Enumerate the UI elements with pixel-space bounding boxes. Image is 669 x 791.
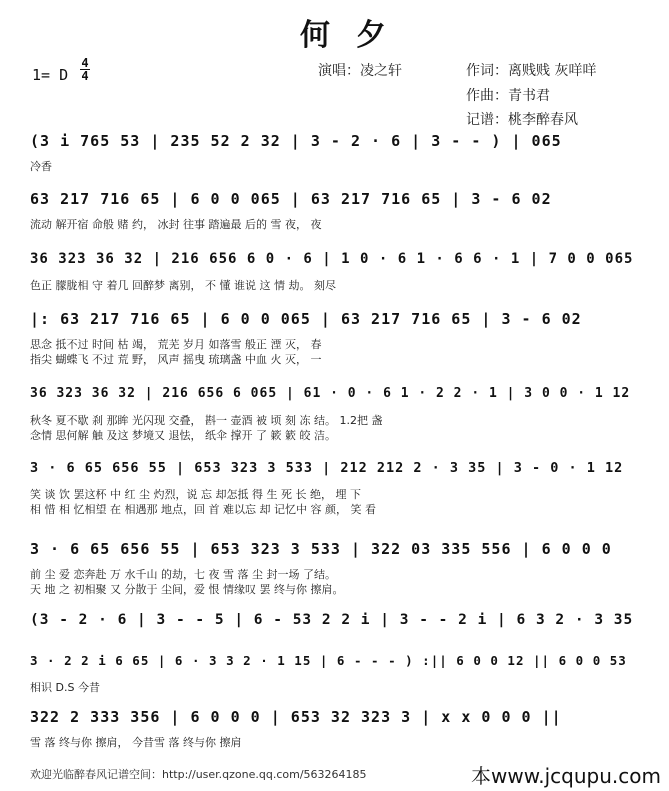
song-title: 何夕 — [300, 18, 412, 53]
transcriber-credit: 记谱：桃李醉春风 — [466, 112, 578, 128]
notation-line: 3 · 6 65 656 55 | 653 323 3 533 | 322 03 335 556 | 6 0 0 0 — [30, 540, 612, 558]
lyric-line-1: 流动 解开宿 命般 赌 约， 冰封 往事 踏遍最 后的 雪 夜， 夜 — [30, 218, 322, 231]
key-signature: 1= D — [32, 66, 69, 84]
lyricist-credit: 作词：离贱贱 灰咩咩 — [466, 63, 597, 79]
singer-credit: 演唱：凌之轩 — [318, 63, 402, 79]
lyric-line-1: 秋冬 夏不歇 刹 那眸 光闪现 交叠， 斟一 壶酒 被 顷 刻 冻 结。 1.2把 盏 — [30, 414, 383, 427]
notation-line: 3 · 6 65 656 55 | 653 323 3 533 | 212 212 2 · 3 35 | 3 - 0 · 1 12 — [30, 460, 624, 476]
meter-bottom: 4 — [81, 69, 89, 83]
lyric-line-1: 笑 谈 饮 罢这杯 中 红 尘 灼烈，说 忘 却怎抵 得 生 死 长 绝， 埋 下 — [30, 488, 361, 501]
notation-line: (3 - 2 · 6 | 3 - - 5 | 6 - 53 2 2 i | 3 - - 2 i | 6 3 2 · 3 35 — [30, 612, 634, 628]
notation-line: 3 · 2 2 i 6 65 | 6 · 3 3 2 · 1 15 | 6 - - - ) :|| 6 0 0 12 || 6 0 0 53 — [30, 653, 627, 668]
lyric-line-1: 思念 抵不过 时间 枯 竭， 荒芜 岁月 如落雪 般正 湮 灭， 春 — [30, 338, 322, 351]
notation-line: 36 323 36 32 | 216 656 6 0 · 6 | 1 0 · 6 1 · 6 6 · 1 | 7 0 0 065 — [30, 251, 634, 267]
lyric-line-1: 相识 D.S 今昔 — [30, 681, 100, 694]
site-watermark: 本www.jcqupu.com — [471, 764, 661, 788]
lyric-line-1: 冷香 — [30, 160, 52, 173]
time-signature — [80, 57, 90, 82]
lyric-line-2: 指尖 蝴蝶飞 不过 荒 野， 风声 摇曳 琉璃盏 中血 火 灭， 一 — [30, 353, 322, 366]
footer-text: 欢迎光临醉春风记谱空间：http://user.qzone.qq.com/563264185 — [30, 768, 367, 781]
notation-line: 322 2 333 356 | 6 0 0 0 | 653 32 323 3 | x x 0 0 0 || — [30, 708, 562, 726]
lyric-line-1: 色正 朦胧相 守 着几 回醉梦 离别， 不 懂 谁说 这 情 劫。 刻尽 — [30, 279, 336, 292]
notation-line: (3 i 765 53 | 235 52 2 32 | 3 - 2 · 6 | 3 - - ) | 065 — [30, 132, 562, 150]
lyric-line-2: 天 地 之 初相聚 又 分散于 尘间，爱 恨 情缘叹 罢 终与你 擦肩。 — [30, 583, 344, 596]
notation-line: |: 63 217 716 65 | 6 0 0 065 | 63 217 716 65 | 3 - 6 02 — [30, 310, 582, 328]
meter-top: 4 — [81, 56, 89, 70]
composer-credit: 作曲：青书君 — [466, 88, 550, 104]
lyric-line-2: 相 惜 相 忆相望 在 相遇那 地点，回 首 难以忘 却 记忆中 容 颜， 笑 看 — [30, 503, 376, 516]
lyric-line-1: 雪 落 终与你 擦肩， 今昔雪 落 终与你 擦肩 — [30, 736, 242, 749]
lyric-line-1: 前 尘 爱 恋奔赴 万 水千山 的劫，七 夜 雪 落 尘 封一场 了结。 — [30, 568, 336, 581]
notation-line: 36 323 36 32 | 216 656 6 065 | 61 · 0 · 6 1 · 2 2 · 1 | 3 0 0 · 1 12 — [30, 386, 631, 401]
notation-line: 63 217 716 65 | 6 0 0 065 | 63 217 716 65 | 3 - 6 02 — [30, 190, 552, 208]
lyric-line-2: 念情 思何解 触 及这 梦境又 退怯， 纸伞 撑开 了 簌 簌 皎 洁。 — [30, 429, 336, 442]
